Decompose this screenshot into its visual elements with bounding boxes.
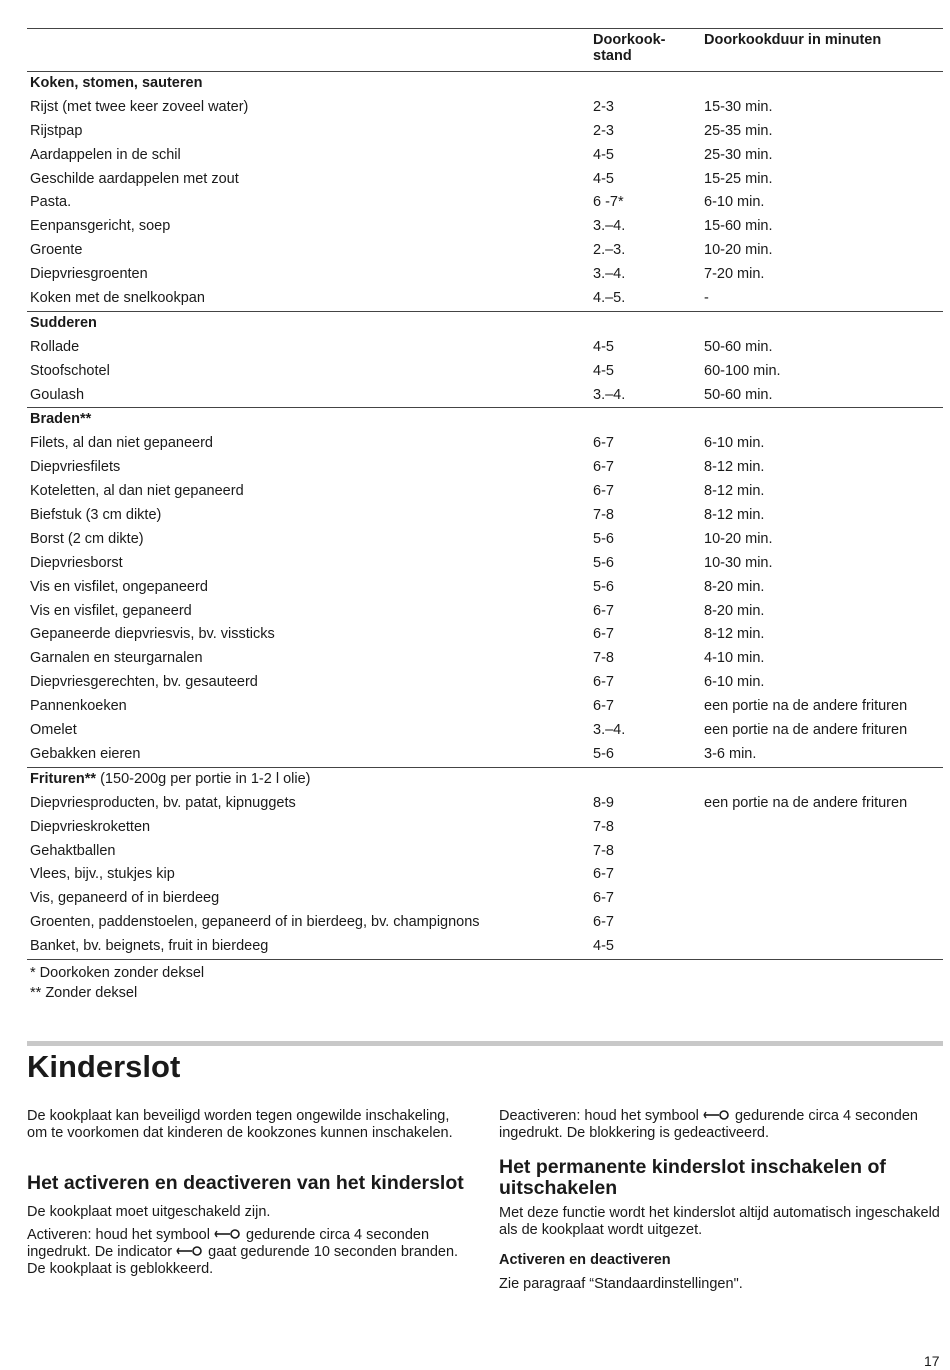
setting-cell: 6-7 bbox=[593, 674, 614, 691]
activate-subheading: Activeren en deactiveren bbox=[499, 1252, 671, 1268]
table-row bbox=[27, 480, 943, 504]
prereq-text: De kookplaat moet uitgeschakeld zijn. bbox=[27, 1204, 271, 1220]
dish-cell: Vis, gepaneerd of in bierdeeg bbox=[30, 890, 220, 907]
section-title-extra: (150-200g per portie in 1-2 l olie) bbox=[96, 770, 311, 787]
setting-cell: 7-8 bbox=[593, 818, 614, 835]
duration-cell: 15-60 min. bbox=[704, 218, 773, 235]
table-row bbox=[27, 360, 943, 384]
dish-cell: Geschilde aardappelen met zout bbox=[30, 170, 239, 187]
setting-cell: 6-7 bbox=[593, 914, 614, 931]
setting-cell: 7-8 bbox=[593, 507, 614, 524]
table-row bbox=[27, 168, 943, 192]
key-icon bbox=[214, 1228, 242, 1240]
cooking-table bbox=[27, 28, 943, 1003]
table-header bbox=[27, 29, 943, 72]
dish-cell: Groente bbox=[30, 242, 83, 259]
setting-cell: 6-7 bbox=[593, 483, 614, 500]
section-title bbox=[27, 312, 943, 336]
dish-cell: Filets, al dan niet gepaneerd bbox=[30, 435, 213, 452]
table-row bbox=[27, 239, 943, 263]
table-row bbox=[27, 504, 943, 528]
duration-cell: 6-10 min. bbox=[704, 435, 765, 452]
dish-cell: Rijstpap bbox=[30, 122, 83, 139]
dish-cell: Groenten, paddenstoelen, gepaneerd of in bierdeeg, bv. champignons bbox=[30, 914, 480, 931]
setting-cell: 6-7 bbox=[593, 626, 614, 643]
table-row bbox=[27, 600, 943, 624]
section-title-text: Braden** bbox=[30, 411, 92, 428]
duration-cell: 8-12 min. bbox=[704, 459, 765, 476]
reference-text: Zie paragraaf “Standaardinstellingen". bbox=[499, 1276, 743, 1292]
setting-cell: 6-7 bbox=[593, 602, 614, 619]
setting-cell: 4-5 bbox=[593, 146, 614, 163]
duration-cell: 8-20 min. bbox=[704, 602, 765, 619]
duration-cell: 25-30 min. bbox=[704, 146, 773, 163]
section-title-text: Koken, stomen, sauteren bbox=[30, 75, 203, 91]
setting-cell: 4.–5. bbox=[593, 290, 626, 307]
setting-cell: 7-8 bbox=[593, 842, 614, 859]
duration-cell: 4-10 min. bbox=[704, 650, 765, 667]
footnote: ** Zonder deksel bbox=[30, 984, 138, 1001]
setting-cell: 2-3 bbox=[593, 98, 614, 115]
setting-cell: 2-3 bbox=[593, 122, 614, 139]
setting-cell: 4-5 bbox=[593, 338, 614, 355]
duration-cell: 50-60 min. bbox=[704, 386, 773, 403]
table-row bbox=[27, 935, 943, 959]
dish-cell: Diepvriesfilets bbox=[30, 459, 121, 476]
duration-cell: 7-20 min. bbox=[704, 266, 765, 283]
section-title bbox=[27, 72, 943, 96]
setting-cell: 5-6 bbox=[593, 745, 614, 762]
page-number: 17 bbox=[924, 1353, 940, 1369]
duration-cell: 10-20 min. bbox=[704, 530, 773, 547]
table-row bbox=[27, 144, 943, 168]
setting-cell: 3.–4. bbox=[593, 266, 626, 283]
left-column bbox=[27, 1108, 472, 1278]
dish-cell: Diepvriesborst bbox=[30, 554, 123, 571]
table-row bbox=[27, 552, 943, 576]
header-stand: Doorkook- stand bbox=[593, 32, 666, 64]
dish-cell: Rollade bbox=[30, 338, 80, 355]
intro-text: De kookplaat kan beveiligd worden tegen ongewilde inschakeling, om te voorkomen dat kinderen de kookzones kunnen inschakelen. bbox=[27, 1108, 453, 1141]
header-duration: Doorkookduur in minuten bbox=[704, 32, 882, 48]
table-row bbox=[27, 432, 943, 456]
permanent-text: Met deze functie wordt het kinderslot altijd automatisch ingeschakeld als de kookplaat wordt uitgezet. bbox=[499, 1205, 940, 1238]
table-row bbox=[27, 695, 943, 719]
deactivate-text bbox=[499, 1108, 944, 1142]
table-row bbox=[27, 456, 943, 480]
dish-cell: Diepvriesgroenten bbox=[30, 266, 148, 283]
activate-heading: Het activeren en deactiveren van het kinderslot bbox=[27, 1172, 464, 1194]
setting-cell: 4-5 bbox=[593, 170, 614, 187]
dish-cell: Diepvriesgerechten, bv. gesauteerd bbox=[30, 674, 258, 691]
activate-text-b: gedurende circa 4 seconden ingedrukt. De indicator bbox=[27, 1227, 430, 1260]
activate-text bbox=[27, 1227, 472, 1278]
table-row bbox=[27, 671, 943, 695]
section-title bbox=[27, 408, 943, 432]
duration-cell: 50-60 min. bbox=[704, 338, 773, 355]
duration-cell: een portie na de andere frituren bbox=[704, 794, 908, 811]
table-row bbox=[27, 792, 943, 816]
page-title: Kinderslot bbox=[27, 1049, 181, 1084]
key-icon bbox=[176, 1245, 204, 1257]
dish-cell: Borst (2 cm dikte) bbox=[30, 530, 144, 547]
setting-cell: 3.–4. bbox=[593, 218, 626, 235]
duration-cell: 6-10 min. bbox=[704, 194, 765, 211]
setting-cell: 6-7 bbox=[593, 459, 614, 476]
dish-cell: Gepaneerde diepvriesvis, bv. vissticks bbox=[30, 626, 275, 643]
table-row bbox=[27, 623, 943, 647]
section-title bbox=[27, 768, 943, 792]
dish-cell: Vis en visfilet, ongepaneerd bbox=[30, 578, 208, 595]
dish-cell: Pannenkoeken bbox=[30, 698, 127, 715]
permanent-heading: Het permanente kinderslot inschakelen of uitschakelen bbox=[499, 1156, 886, 1199]
table-row bbox=[27, 647, 943, 671]
table-body bbox=[27, 72, 943, 959]
table-row bbox=[27, 816, 943, 840]
table-row bbox=[27, 215, 943, 239]
table-row bbox=[27, 863, 943, 887]
setting-cell: 6 -7* bbox=[593, 194, 624, 211]
table-row bbox=[27, 336, 943, 360]
table-row bbox=[27, 287, 943, 311]
section-title-text: Sudderen bbox=[30, 314, 97, 331]
table-row bbox=[27, 384, 943, 408]
dish-cell: Gebakken eieren bbox=[30, 745, 141, 762]
deactivate-text-b: gedurende circa 4 seconden ingedrukt. De blokkering is gedeactiveerd. bbox=[499, 1108, 918, 1141]
dish-cell: Pasta. bbox=[30, 194, 72, 211]
dish-cell: Vis en visfilet, gepaneerd bbox=[30, 602, 192, 619]
duration-cell: - bbox=[704, 290, 709, 307]
dish-cell: Diepvriesproducten, bv. patat, kipnuggets bbox=[30, 794, 296, 811]
dish-cell: Stoofschotel bbox=[30, 362, 110, 379]
duration-cell: 15-25 min. bbox=[704, 170, 773, 187]
table-row bbox=[27, 576, 943, 600]
activate-text-a: Activeren: houd het symbool bbox=[27, 1227, 210, 1243]
setting-cell: 5-6 bbox=[593, 578, 614, 595]
table-row bbox=[27, 911, 943, 935]
duration-cell: 10-20 min. bbox=[704, 242, 773, 259]
dish-cell: Garnalen en steurgarnalen bbox=[30, 650, 203, 667]
duration-cell: 60-100 min. bbox=[704, 362, 781, 379]
setting-cell: 6-7 bbox=[593, 866, 614, 883]
dish-cell: Biefstuk (3 cm dikte) bbox=[30, 507, 162, 524]
table-row bbox=[27, 887, 943, 911]
setting-cell: 7-8 bbox=[593, 650, 614, 667]
duration-cell: 8-20 min. bbox=[704, 578, 765, 595]
setting-cell: 3.–4. bbox=[593, 386, 626, 403]
dish-cell: Omelet bbox=[30, 722, 77, 739]
setting-cell: 6-7 bbox=[593, 435, 614, 452]
dish-cell: Gehaktballen bbox=[30, 842, 116, 859]
setting-cell: 3.–4. bbox=[593, 722, 626, 739]
duration-cell: 6-10 min. bbox=[704, 674, 765, 691]
table-row bbox=[27, 528, 943, 552]
dish-cell: Goulash bbox=[30, 386, 85, 403]
duration-cell: een portie na de andere frituren bbox=[704, 722, 908, 739]
dish-cell: Eenpansgericht, soep bbox=[30, 218, 171, 235]
table-row bbox=[27, 263, 943, 287]
table-row bbox=[27, 719, 943, 743]
setting-cell: 5-6 bbox=[593, 530, 614, 547]
duration-cell: 8-12 min. bbox=[704, 507, 765, 524]
dish-cell: Rijst (met twee keer zoveel water) bbox=[30, 98, 249, 115]
duration-cell: een portie na de andere frituren bbox=[704, 698, 908, 715]
duration-cell: 10-30 min. bbox=[704, 554, 773, 571]
setting-cell: 8-9 bbox=[593, 794, 614, 811]
duration-cell: 3-6 min. bbox=[704, 745, 757, 762]
duration-cell: 15-30 min. bbox=[704, 98, 773, 115]
dish-cell: Koken met de snelkookpan bbox=[30, 290, 205, 307]
dish-cell: Vlees, bijv., stukjes kip bbox=[30, 866, 175, 883]
setting-cell: 6-7 bbox=[593, 890, 614, 907]
section-title-text: Frituren** bbox=[30, 770, 97, 787]
dish-cell: Aardappelen in de schil bbox=[30, 146, 181, 163]
footnote: * Doorkoken zonder deksel bbox=[30, 964, 205, 981]
right-column bbox=[499, 1108, 944, 1293]
setting-cell: 5-6 bbox=[593, 554, 614, 571]
key-icon bbox=[703, 1109, 731, 1121]
table-row bbox=[27, 191, 943, 215]
table-row bbox=[27, 840, 943, 864]
setting-cell: 4-5 bbox=[593, 362, 614, 379]
activate-text-c: gaat gedurende 10 seconden branden. De kookplaat is geblokkeerd. bbox=[27, 1244, 459, 1277]
duration-cell: 8-12 min. bbox=[704, 483, 765, 500]
setting-cell: 2.–3. bbox=[593, 242, 626, 259]
dish-cell: Koteletten, al dan niet gepaneerd bbox=[30, 483, 244, 500]
table-row bbox=[27, 743, 943, 767]
dish-cell: Diepvrieskroketten bbox=[30, 818, 151, 835]
table-row bbox=[27, 96, 943, 120]
dish-cell: Banket, bv. beignets, fruit in bierdeeg bbox=[30, 938, 269, 955]
setting-cell: 6-7 bbox=[593, 698, 614, 715]
table-row bbox=[27, 120, 943, 144]
duration-cell: 8-12 min. bbox=[704, 626, 765, 643]
deactivate-text-a: Deactiveren: houd het symbool bbox=[499, 1108, 699, 1124]
duration-cell: 25-35 min. bbox=[704, 122, 773, 139]
setting-cell: 4-5 bbox=[593, 938, 614, 955]
